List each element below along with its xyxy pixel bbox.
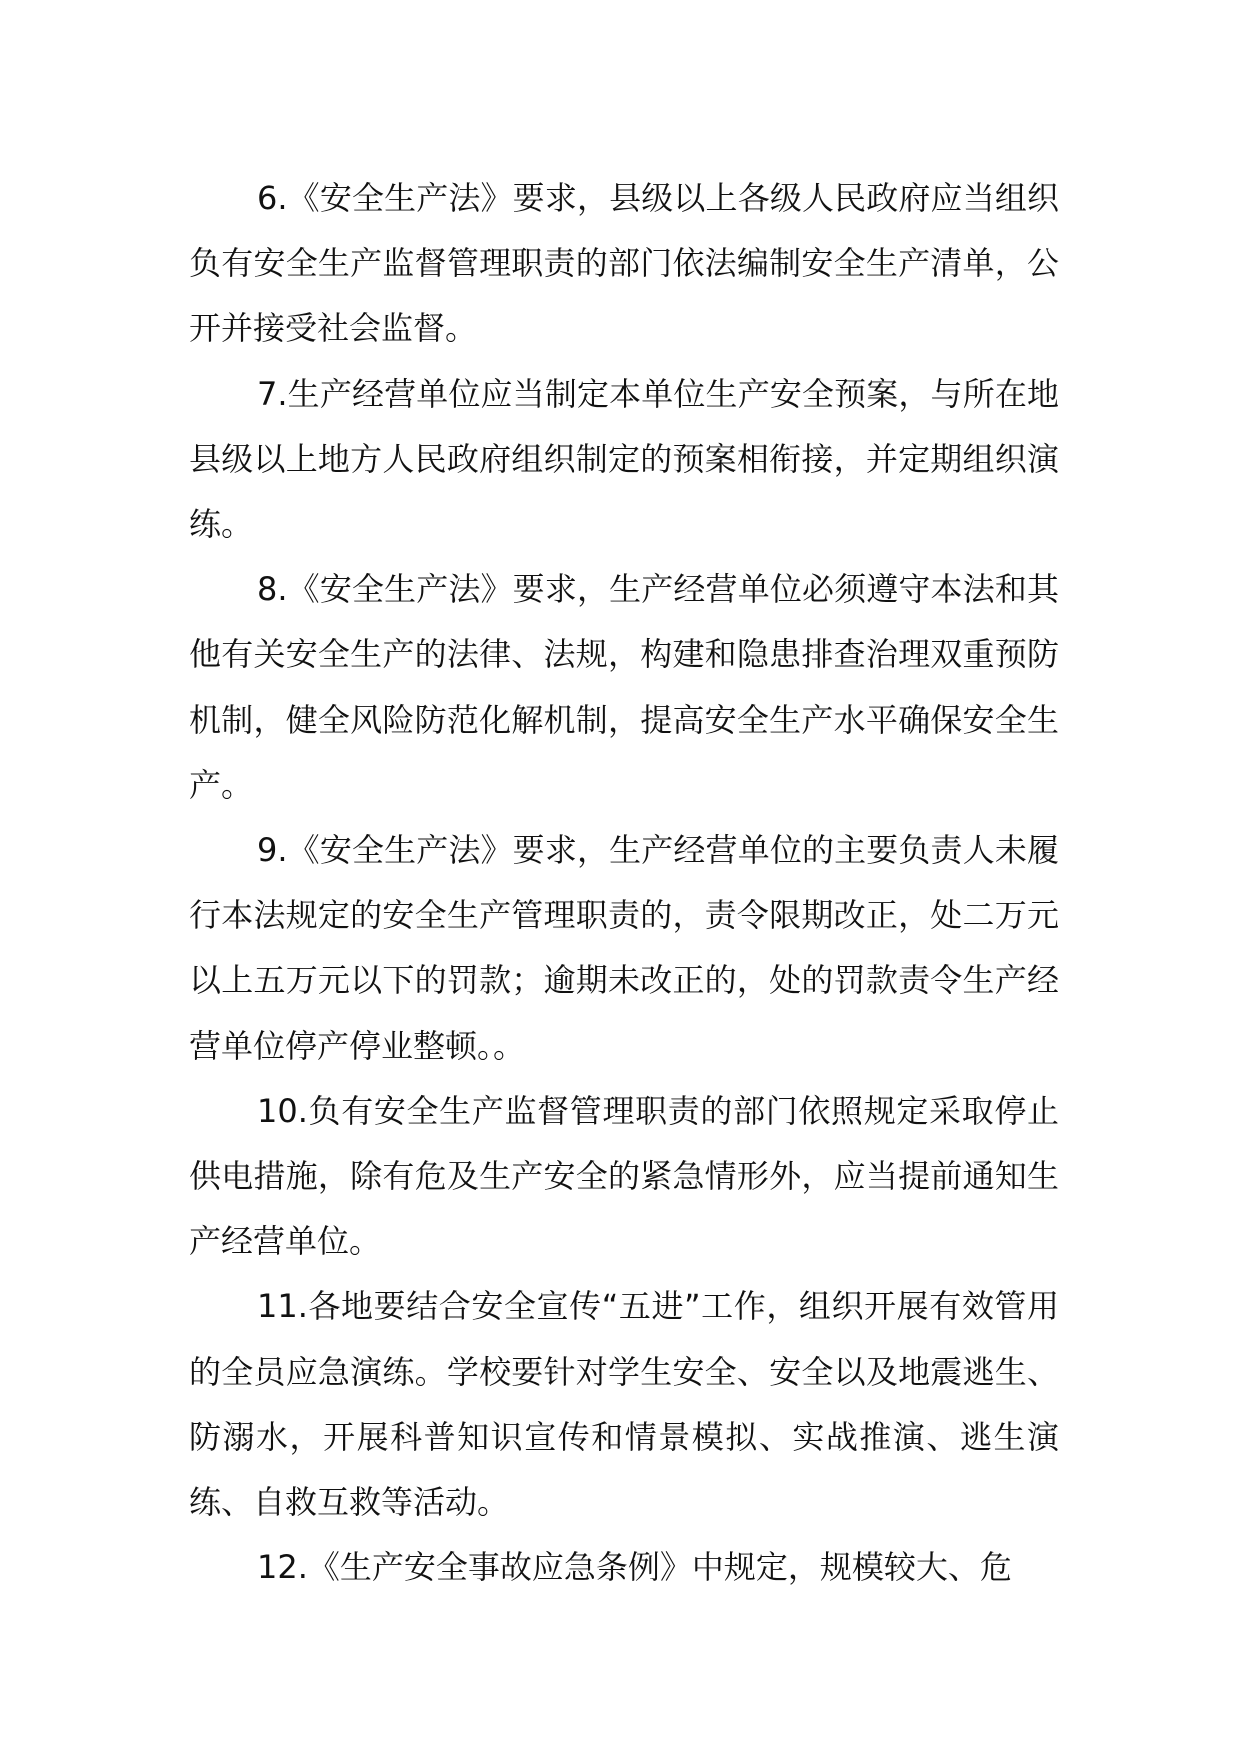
- paragraph-10: 10.负有安全生产监督管理职责的部门依照规定采取停止供电措施，除有危及生产安全的紧急情形外，应当提前通知生产经营单位。: [189, 1091, 1059, 1261]
- document-page: [189, 166, 1059, 1600]
- paragraph-11: 11.各地要结合安全宣传“五进”工作，组织开展有效管用的全员应急演练。学校要针对学生安全、安全以及地震逃生、防溺水，开展科普知识宣传和情景模拟、实战推演、逃生演练、自救互救等活动。: [189, 1287, 1059, 1522]
- paragraph-6: 6.《安全生产法》要求，县级以上各级人民政府应当组织负有安全生产监督管理职责的部门依法编制安全生产清单，公开并接受社会监督。: [189, 179, 1059, 348]
- paragraph-7: 7.生产经营单位应当制定本单位生产安全预案，与所在地县级以上地方人民政府组织制定的预案相衔接，并定期组织演练。: [189, 374, 1059, 544]
- paragraph-12: 12.《生产安全事故应急条例》中规定，规模较大、危: [257, 1548, 1012, 1587]
- paragraph-9: 9.《安全生产法》要求，生产经营单位的主要负责人未履行本法规定的安全生产管理职责的，责令限期改正，处二万元以上五万元以下的罚款；逾期未改正的，处的罚款责令生产经营单位停产停业整顿。。: [189, 831, 1059, 1065]
- paragraph-8: 8.《安全生产法》要求，生产经营单位必须遵守本法和其他有关安全生产的法律、法规，构建和隐患排查治理双重预防机制，健全风险防范化解机制，提高安全生产水平确保安全生产。: [189, 570, 1059, 804]
